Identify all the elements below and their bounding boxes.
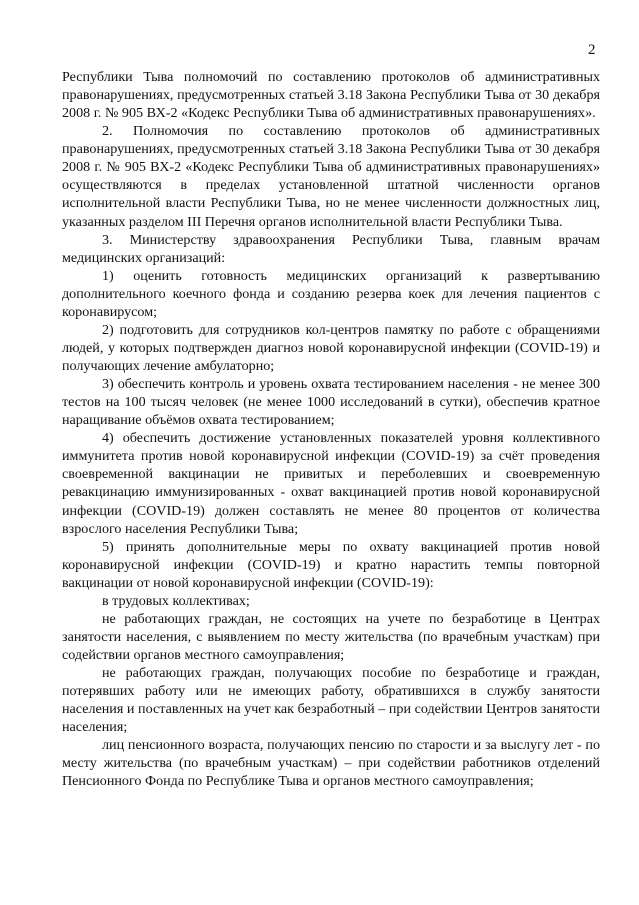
list-line-pensioners: лиц пенсионного возраста, получающих пенсию по старости и за выслугу лет - по месту жительства (по врачебным участкам) – при содействии работников отделений Пенсионного Фонда по Республике Тыва и органов местного самоуправления; [62, 737, 600, 790]
subitem-4: 4) обеспечить достижение установленных показателей уровня коллективного иммунитета против новой коронавирусной инфекции (COVID-19) за счёт проведения своевременной вакцинации не привитых и переболевших и своевременную ревакцинацию иммунизированных - охват вакцинацией против новой коронавирусной инфекции (COVID-19) должен составлять не менее 80 процентов от количества взрослого населения Республики Тыва; [62, 430, 600, 537]
list-line-workplaces: в трудовых коллективах; [102, 592, 250, 609]
subitem-2: 2) подготовить для сотрудников кол-центров памятку по работе с обращениями людей, у которых подтвержден диагноз новой коронавирусной инфекции (COVID-19) и получающих лечение амбулаторно; [62, 321, 600, 374]
page-number: 2 [588, 42, 596, 58]
paragraph-item-3: 3. Министерству здравоохранения Республики Тыва, главным врачам медицинских организаций: [62, 231, 600, 266]
subitem-3: 3) обеспечить контроль и уровень охвата тестированием населения - не менее 300 тестов на 100 тысяч человек (не менее 1000 исследований в сутки), обеспечив кратное наращивание объёмов охвата тестированием; [62, 376, 600, 429]
subitem-1: 1) оценить готовность медицинских организаций к развертыванию дополнительного коечного фонда и созданию резерва коек для лечения пациентов с коронавирусом; [62, 267, 600, 320]
subitem-5: 5) принять дополнительные меры по охвату вакцинацией против новой коронавирусной инфекции (COVID-19) и кратно нарастить темпы повторной вакцинации от новой коронавирусной инфекции (COVID-19): [62, 538, 600, 591]
document-body [62, 68, 600, 791]
list-line-registered-unemployed: не работающих граждан, получающих пособие по безработице и граждан, потерявших работу или не имеющих работу, обратившихся в службу занятости населения и поставленных на учет как безработный – при содействии Центров занятости населения; [62, 665, 600, 736]
list-line-unregistered-unemployed: не работающих граждан, не состоящих на учете по безработице в Центрах занятости населения, с выявлением по месту жительства (по врачебным участкам) при содействии органов местного самоуправления; [62, 610, 600, 663]
paragraph-continuation: Республики Тыва полномочий по составлению протоколов об административных правонарушениях, предусмотренных статьей 3.18 Закона Республики Тыва от 30 декабря 2008 г. № 905 ВХ-2 «Кодекс Республики Тыва об административных правонарушениях». [62, 69, 600, 122]
paragraph-item-2: 2. Полномочия по составлению протоколов об административных правонарушениях, предусмотренных статьей 3.18 Закона Республики Тыва от 30 декабря 2008 г. № 905 ВХ-2 «Кодекс Республики Тыва об административных правонарушениях» осуществляются в пределах установленной штатной численности органов исполнительной власти Республики Тыва, но не менее численности должностных лиц, указанных разделом III Перечня органов исполнительной власти Республики Тыва. [62, 123, 600, 230]
